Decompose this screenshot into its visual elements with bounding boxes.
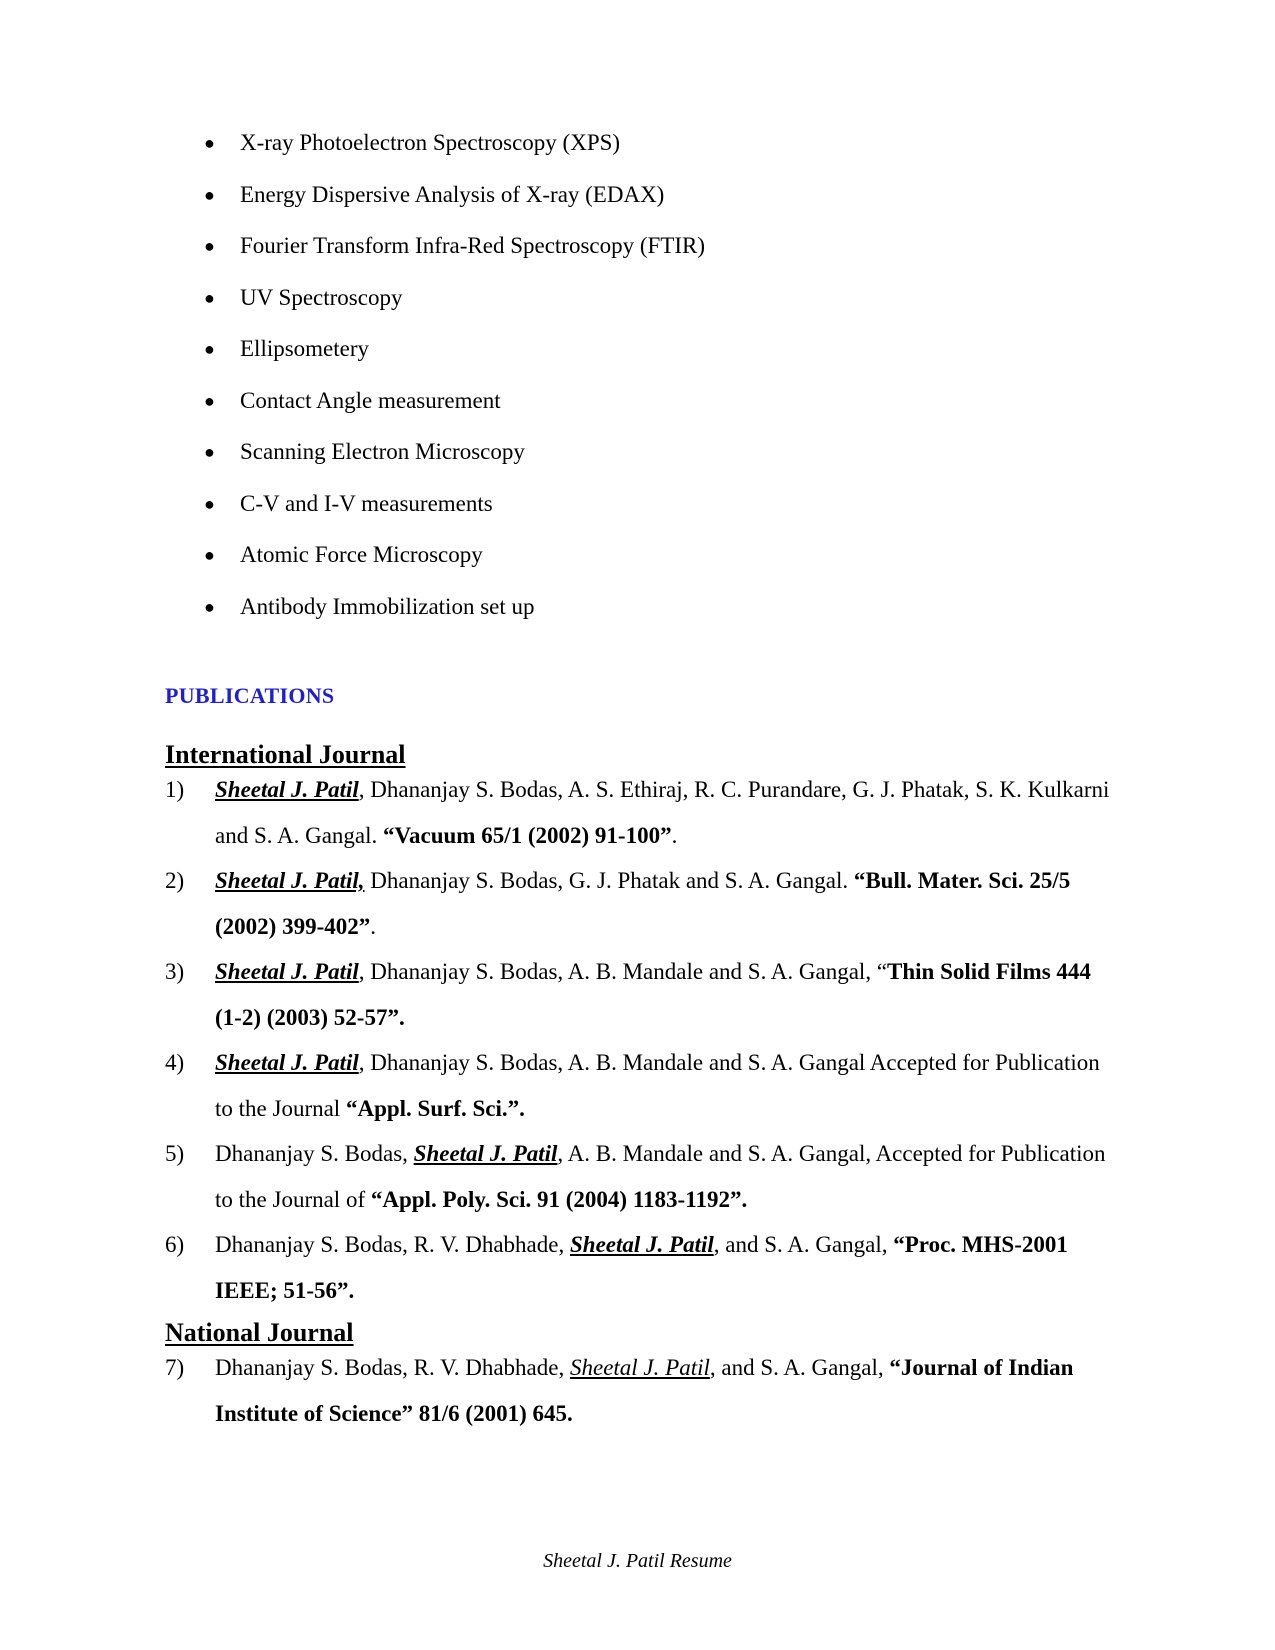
citation-authors: Dhananjay S. Bodas, G. J. Phatak and S. A. Gangal. bbox=[364, 868, 854, 893]
technique-label: Antibody Immobilization set up bbox=[240, 593, 535, 619]
list-item bbox=[200, 592, 705, 644]
citation-suffix: . bbox=[671, 822, 678, 848]
technique-label: Atomic Force Microscopy bbox=[240, 542, 483, 567]
publication-number: 2) bbox=[165, 868, 185, 893]
bullet-icon: ● bbox=[204, 184, 215, 205]
publication-entry bbox=[165, 1345, 1115, 1436]
publication-citation bbox=[215, 949, 1115, 1040]
citation-authors: , and S. A. Gangal, bbox=[709, 1355, 890, 1380]
publication-entry bbox=[165, 858, 1115, 949]
journal-reference: “Vacuum 65/1 (2002) 91-100” bbox=[383, 822, 672, 848]
technique-label: Contact Angle measurement bbox=[240, 387, 501, 413]
page-footer: Sheetal J. Patil Resume bbox=[543, 1550, 732, 1572]
technique-label: Fourier Transform Infra-Red Spectroscopy (FTIR) bbox=[240, 233, 706, 258]
bullet-icon: ● bbox=[204, 596, 215, 617]
technique-label: UV Spectroscopy bbox=[240, 284, 403, 310]
publications-heading: PUBLICATIONS bbox=[165, 683, 335, 708]
self-author: Sheetal J. Patil bbox=[569, 1355, 710, 1380]
list-item bbox=[200, 437, 705, 489]
publication-number: 7) bbox=[165, 1355, 185, 1380]
publication-citation bbox=[215, 1345, 1115, 1436]
citation-authors: , and S. A. Gangal, bbox=[713, 1232, 894, 1257]
self-author: Sheetal J. Patil bbox=[215, 959, 359, 984]
technique-label: Ellipsometery bbox=[240, 336, 370, 361]
list-item bbox=[200, 386, 705, 438]
publication-entry bbox=[165, 1131, 1115, 1222]
publication-citation bbox=[215, 1131, 1115, 1222]
publication-entry bbox=[165, 949, 1115, 1040]
bullet-icon: ● bbox=[204, 236, 215, 256]
publication-entry bbox=[165, 1040, 1115, 1131]
technique-label: Energy Dispersive Analysis of X-ray (EDAX) bbox=[240, 181, 665, 207]
citation-prefix: Dhananjay S. Bodas, R. V. Dhabhade, bbox=[215, 1355, 570, 1380]
national-journal-heading: National Journal bbox=[165, 1318, 354, 1347]
list-item bbox=[200, 231, 705, 283]
technique-label: X-ray Photoelectron Spectroscopy (XPS) bbox=[240, 130, 621, 155]
bullet-icon: ● bbox=[204, 287, 215, 308]
bullet-icon: ● bbox=[204, 442, 215, 462]
international-journal-heading: International Journal bbox=[165, 740, 406, 769]
publication-number: 4) bbox=[165, 1050, 185, 1075]
publication-entry bbox=[165, 1222, 1115, 1313]
publication-number: 3) bbox=[165, 959, 185, 984]
bullet-icon: ● bbox=[204, 133, 215, 153]
self-author: Sheetal J. Patil bbox=[413, 1141, 558, 1166]
publication-number: 6) bbox=[165, 1232, 185, 1257]
bullet-icon: ● bbox=[204, 493, 215, 514]
list-item bbox=[200, 334, 705, 386]
list-item bbox=[200, 540, 705, 592]
journal-reference: “Journal of Indian Institute of Science” 81/6 (2001) 645. bbox=[215, 1355, 1074, 1426]
list-item bbox=[200, 489, 705, 541]
journal-reference: “Bull. Mater. Sci. 25/5 (2002) 399-402” bbox=[215, 868, 1071, 939]
publication-citation bbox=[215, 1040, 1115, 1131]
self-author: Sheetal J. Patil, bbox=[215, 868, 365, 893]
list-item bbox=[200, 283, 705, 335]
citation-authors: , Dhananjay S. Bodas, A. B. Mandale and S. A. Gangal Accepted for Publication to the Journal bbox=[215, 1050, 1100, 1121]
publication-entry bbox=[165, 767, 1115, 858]
publication-number: 5) bbox=[165, 1141, 185, 1166]
publication-citation bbox=[215, 858, 1115, 949]
citation-prefix: Dhananjay S. Bodas, R. V. Dhabhade, bbox=[215, 1232, 570, 1257]
citation-authors: , A. B. Mandale and S. A. Gangal, Accepted for Publication to the Journal of bbox=[215, 1141, 1106, 1212]
journal-reference: “Appl. Surf. Sci.”. bbox=[345, 1095, 525, 1121]
publication-citation bbox=[215, 767, 1115, 858]
citation-suffix: . bbox=[370, 913, 376, 939]
journal-reference: Thin Solid Films 444 (1-2) (2003) 52-57”. bbox=[215, 959, 1091, 1030]
journal-reference: “Appl. Poly. Sci. 91 (2004) 1183-1192”. bbox=[370, 1186, 748, 1212]
self-author: Sheetal J. Patil bbox=[215, 777, 359, 802]
self-author: Sheetal J. Patil bbox=[569, 1232, 714, 1257]
publication-number: 1) bbox=[165, 777, 185, 802]
citation-authors: , Dhananjay S. Bodas, A. B. Mandale and S. A. Gangal, “ bbox=[358, 959, 888, 984]
technique-label: C-V and I-V measurements bbox=[240, 490, 493, 516]
publication-citation bbox=[215, 1222, 1115, 1313]
list-item bbox=[200, 180, 705, 232]
bullet-icon: ● bbox=[204, 545, 215, 565]
self-author: Sheetal J. Patil bbox=[215, 1050, 359, 1075]
bullet-icon: ● bbox=[204, 390, 215, 411]
list-item bbox=[200, 128, 705, 180]
bullet-icon: ● bbox=[204, 339, 215, 359]
journal-reference: “Proc. MHS-2001 IEEE; 51-56”. bbox=[215, 1232, 1068, 1303]
citation-authors: , Dhananjay S. Bodas, A. S. Ethiraj, R. C. Purandare, G. J. Phatak, S. K. Kulkarni and S. A. Gangal. bbox=[215, 777, 1110, 848]
technique-label: Scanning Electron Microscopy bbox=[240, 439, 525, 464]
techniques-list bbox=[200, 128, 705, 643]
citation-prefix: Dhananjay S. Bodas, bbox=[215, 1141, 414, 1166]
